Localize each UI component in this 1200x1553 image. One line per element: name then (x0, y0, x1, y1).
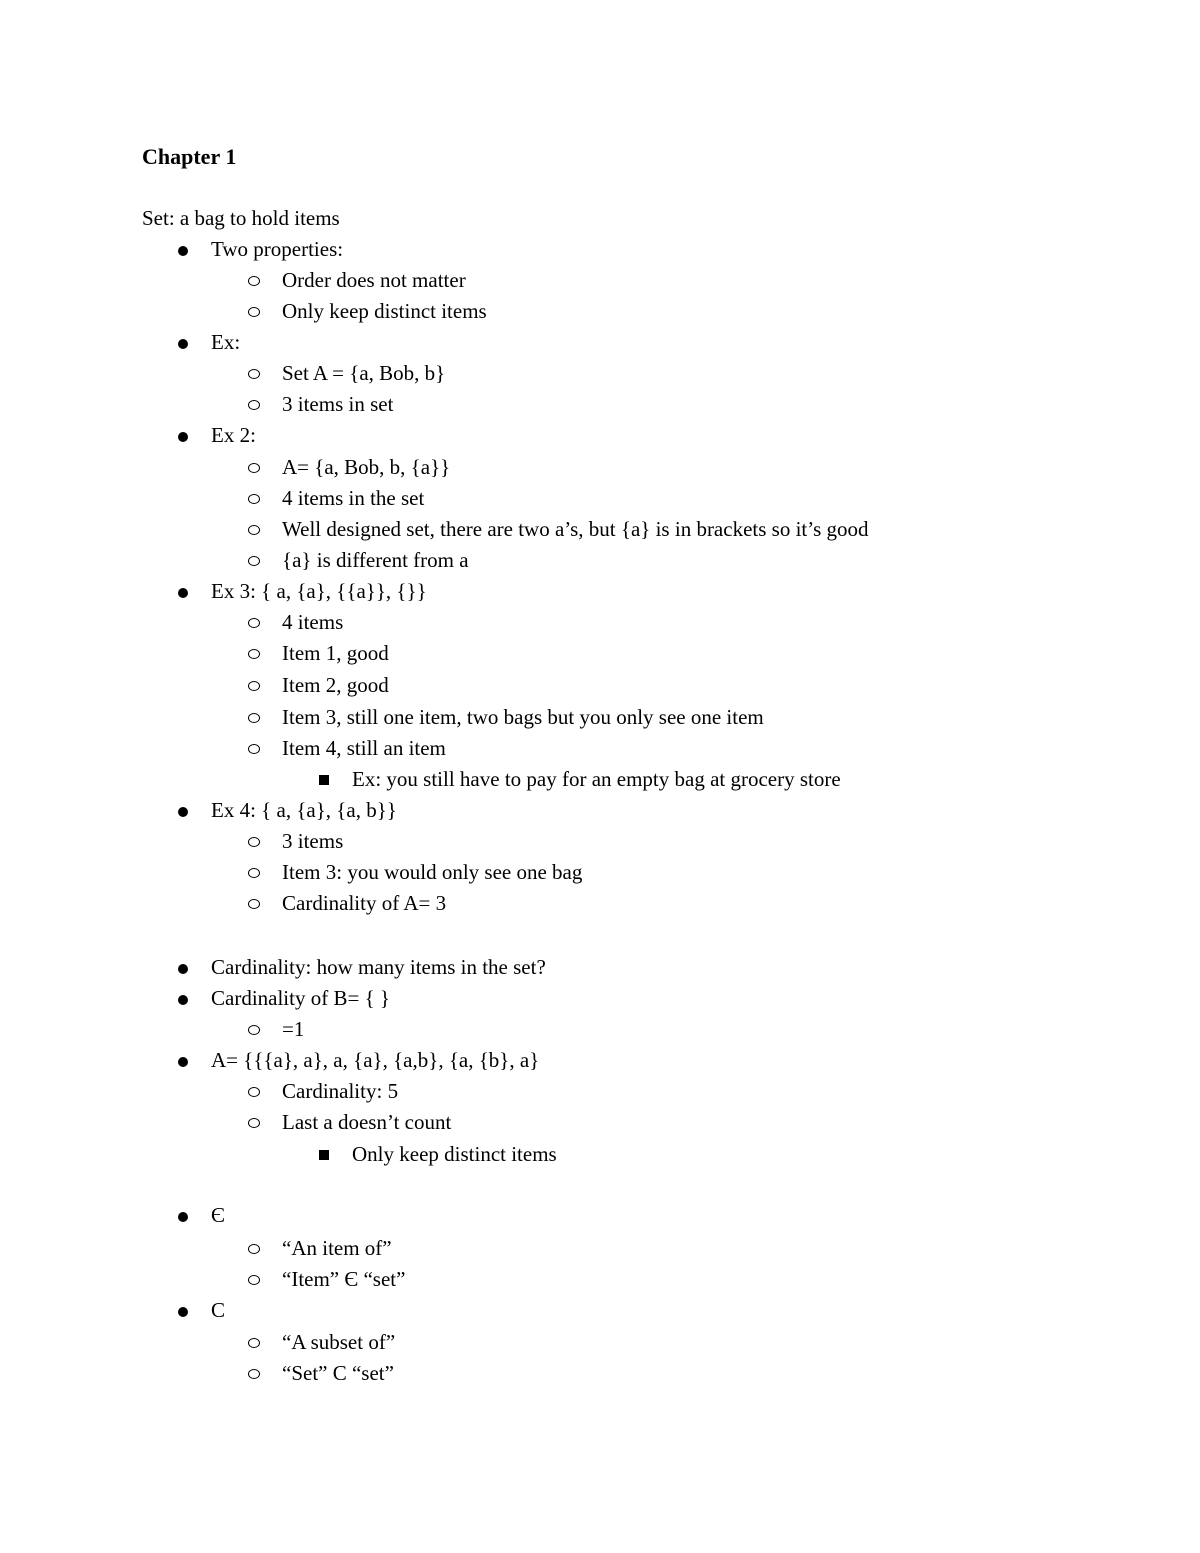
square-bullet-icon (319, 1150, 329, 1160)
circle-bullet-icon (248, 276, 260, 286)
list-item: Є (211, 1203, 225, 1227)
list-item: Item 3: you would only see one bag (282, 860, 583, 884)
list-item: “Set” C “set” (282, 1361, 394, 1385)
square-bullet-icon (319, 775, 329, 785)
circle-bullet-icon (248, 1087, 260, 1097)
circle-bullet-icon (248, 1275, 260, 1285)
list-item: “A subset of” (282, 1330, 396, 1354)
circle-bullet-icon (248, 868, 260, 878)
circle-bullet-icon (248, 369, 260, 379)
list-item: Last a doesn’t count (282, 1110, 452, 1134)
list-item: Ex: (211, 330, 241, 354)
list-item: =1 (282, 1017, 305, 1041)
disc-bullet-icon (178, 1057, 188, 1067)
circle-bullet-icon (248, 649, 260, 659)
list-item: Well designed set, there are two a’s, but {a} is in brackets so it’s good (282, 517, 869, 541)
circle-bullet-icon (248, 1025, 260, 1035)
disc-bullet-icon (178, 807, 188, 817)
list-item: “An item of” (282, 1236, 392, 1260)
list-item: Ex 3: { a, {a}, {{a}}, {}} (211, 579, 427, 603)
disc-bullet-icon (178, 964, 188, 974)
disc-bullet-icon (178, 1212, 188, 1222)
disc-bullet-icon (178, 246, 188, 256)
disc-bullet-icon (178, 1307, 188, 1317)
list-item: Ex 4: { a, {a}, {a, b}} (211, 798, 397, 822)
intro-line: Set: a bag to hold items (142, 206, 340, 230)
list-item: “Item” Є “set” (282, 1267, 406, 1291)
circle-bullet-icon (248, 494, 260, 504)
list-item: Item 2, good (282, 673, 389, 697)
list-item: {a} is different from a (282, 548, 469, 572)
list-item: Cardinality of A= 3 (282, 891, 447, 915)
list-item: Ex 2: (211, 423, 256, 447)
list-item: Item 3, still one item, two bags but you only see one item (282, 705, 764, 729)
list-item: A= {{{a}, a}, a, {a}, {a,b}, {a, {b}, a} (211, 1048, 540, 1072)
list-item: 4 items (282, 610, 344, 634)
circle-bullet-icon (248, 744, 260, 754)
disc-bullet-icon (178, 588, 188, 598)
circle-bullet-icon (248, 899, 260, 909)
list-item: C (211, 1298, 226, 1322)
list-item: 4 items in the set (282, 486, 425, 510)
list-item: Set A = {a, Bob, b} (282, 361, 446, 385)
circle-bullet-icon (248, 618, 260, 628)
circle-bullet-icon (248, 681, 260, 691)
circle-bullet-icon (248, 556, 260, 566)
list-item: Item 4, still an item (282, 736, 446, 760)
disc-bullet-icon (178, 995, 188, 1005)
circle-bullet-icon (248, 1118, 260, 1128)
chapter-heading: Chapter 1 (142, 144, 237, 169)
circle-bullet-icon (248, 463, 260, 473)
list-item: Only keep distinct items (352, 1142, 557, 1166)
list-item: 3 items (282, 829, 344, 853)
list-item: Cardinality of B= { } (211, 986, 390, 1010)
circle-bullet-icon (248, 525, 260, 535)
list-item: 3 items in set (282, 392, 394, 416)
disc-bullet-icon (178, 432, 188, 442)
circle-bullet-icon (248, 1244, 260, 1254)
disc-bullet-icon (178, 339, 188, 349)
circle-bullet-icon (248, 837, 260, 847)
list-item: Order does not matter (282, 268, 466, 292)
circle-bullet-icon (248, 1338, 260, 1348)
circle-bullet-icon (248, 307, 260, 317)
list-item: Ex: you still have to pay for an empty bag at grocery store (352, 767, 841, 791)
list-item: Only keep distinct items (282, 299, 487, 323)
circle-bullet-icon (248, 1369, 260, 1379)
list-item: Two properties: (211, 237, 344, 261)
circle-bullet-icon (248, 713, 260, 723)
list-item: Item 1, good (282, 641, 389, 665)
circle-bullet-icon (248, 400, 260, 410)
list-item: Cardinality: 5 (282, 1079, 399, 1103)
list-item: Cardinality: how many items in the set? (211, 955, 546, 979)
list-item: A= {a, Bob, b, {a}} (282, 455, 451, 479)
